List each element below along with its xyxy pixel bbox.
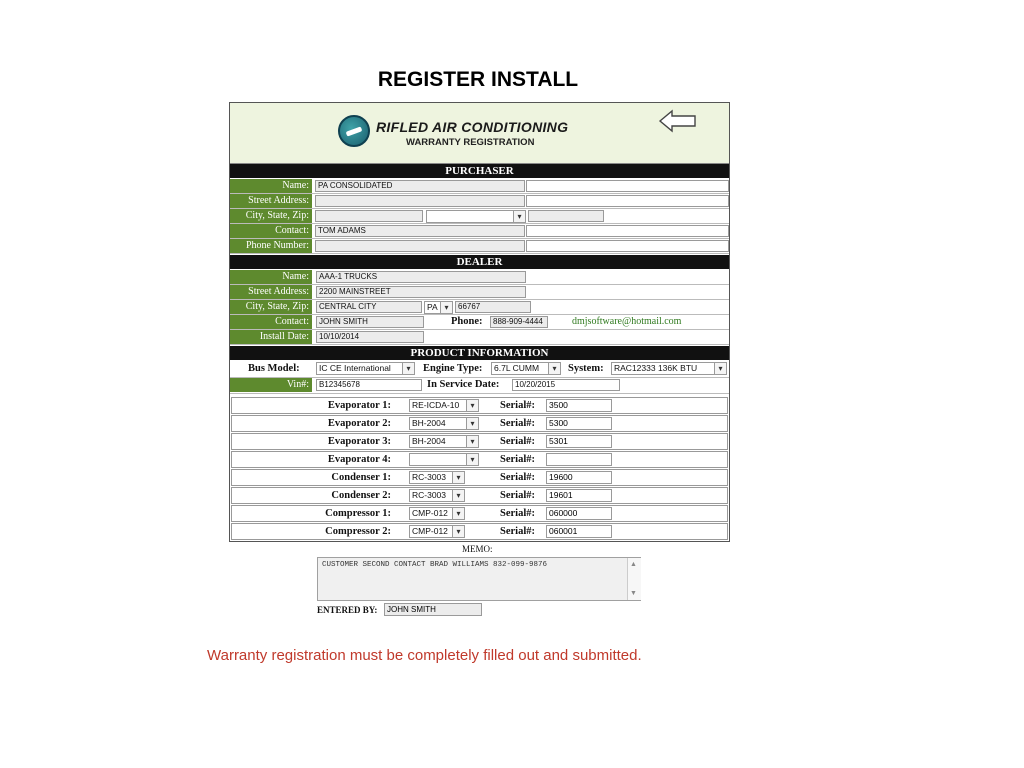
part-model-select[interactable] bbox=[409, 417, 479, 430]
engine-type-select[interactable] bbox=[491, 362, 561, 375]
engine-type-label: Engine Type: bbox=[423, 363, 483, 374]
chevron-down-icon: ▾ bbox=[452, 508, 464, 519]
system-label: System: bbox=[568, 363, 604, 374]
entered-by-label: ENTERED BY: bbox=[317, 605, 378, 615]
chevron-down-icon: ▾ bbox=[466, 454, 478, 465]
dealer-street-input[interactable]: 2200 MAINSTREET bbox=[316, 286, 526, 298]
dealer-city-input[interactable]: CENTRAL CITY bbox=[316, 301, 422, 313]
purchaser-name-row bbox=[230, 179, 729, 194]
purchaser-street-input[interactable] bbox=[315, 195, 525, 207]
part-row bbox=[231, 487, 728, 504]
part-row bbox=[231, 451, 728, 468]
dealer-city-label: City, State, Zip: bbox=[230, 300, 312, 314]
serial-input[interactable]: 060000 bbox=[546, 507, 612, 520]
part-model-select[interactable] bbox=[409, 471, 465, 484]
purchaser-phone-label: Phone Number: bbox=[230, 239, 312, 253]
chevron-down-icon: ▾ bbox=[466, 436, 478, 447]
chevron-down-icon: ▾ bbox=[548, 363, 560, 374]
chevron-down-icon: ▾ bbox=[466, 418, 478, 429]
purchaser-section-title: PURCHASER bbox=[230, 164, 729, 178]
dealer-name-label: Name: bbox=[230, 270, 312, 284]
part-model-value: RC-3003 bbox=[412, 472, 447, 482]
purchaser-street-row bbox=[230, 194, 729, 209]
part-model-value: CMP-012 bbox=[412, 508, 448, 518]
part-row bbox=[231, 433, 728, 450]
vin-label: Vin#: bbox=[230, 378, 312, 392]
part-label: Evaporator 1: bbox=[327, 400, 391, 411]
purchaser-contact-input[interactable]: TOM ADAMS bbox=[315, 225, 525, 237]
memo-label: MEMO: bbox=[462, 544, 493, 554]
purchaser-name-label: Name: bbox=[230, 179, 312, 193]
part-row bbox=[231, 523, 728, 540]
chevron-down-icon: ▾ bbox=[402, 363, 414, 374]
dealer-name-input[interactable]: AAA-1 TRUCKS bbox=[316, 271, 526, 283]
bus-model-select[interactable] bbox=[316, 362, 415, 375]
part-model-select[interactable] bbox=[409, 399, 479, 412]
part-row bbox=[231, 469, 728, 486]
dealer-install-input[interactable]: 10/10/2014 bbox=[316, 331, 424, 343]
chevron-down-icon: ▾ bbox=[452, 526, 464, 537]
purchaser-contact-extra bbox=[526, 225, 729, 237]
part-label: Evaporator 4: bbox=[327, 454, 391, 465]
purchaser-city-input[interactable] bbox=[315, 210, 423, 222]
purchaser-contact-row bbox=[230, 224, 729, 239]
form-header bbox=[230, 103, 729, 164]
form-subtitle: WARRANTY REGISTRATION bbox=[406, 137, 535, 148]
dealer-install-label: Install Date: bbox=[230, 330, 312, 344]
serial-label: Serial#: bbox=[500, 472, 535, 483]
purchaser-phone-row bbox=[230, 239, 729, 254]
in-service-date-input[interactable]: 10/20/2015 bbox=[512, 379, 620, 391]
dealer-zip-input[interactable]: 66767 bbox=[455, 301, 531, 313]
chevron-down-icon: ▾ bbox=[452, 490, 464, 501]
company-logo-icon bbox=[338, 115, 370, 147]
entered-by-input[interactable]: JOHN SMITH bbox=[384, 603, 482, 616]
serial-input[interactable]: 060001 bbox=[546, 525, 612, 538]
serial-label: Serial#: bbox=[500, 454, 535, 465]
dealer-email-link[interactable]: dmjsoftware@hotmail.com bbox=[572, 316, 682, 327]
part-model-select[interactable] bbox=[409, 489, 465, 502]
product-model-row bbox=[230, 361, 729, 378]
purchaser-phone-input[interactable] bbox=[315, 240, 525, 252]
chevron-down-icon: ▾ bbox=[452, 472, 464, 483]
part-label: Evaporator 2: bbox=[327, 418, 391, 429]
serial-label: Serial#: bbox=[500, 418, 535, 429]
chevron-down-icon: ▾ bbox=[513, 211, 525, 222]
purchaser-zip-input[interactable] bbox=[528, 210, 604, 222]
part-label: Condenser 2: bbox=[331, 490, 391, 501]
serial-label: Serial#: bbox=[500, 436, 535, 447]
dealer-section-title: DEALER bbox=[230, 255, 729, 269]
memo-text: CUSTOMER SECOND CONTACT BRAD WILLIAMS 832-099-9876 bbox=[322, 561, 548, 569]
system-value: RAC12333 136K BTU bbox=[614, 363, 698, 373]
in-service-date-label: In Service Date: bbox=[427, 379, 500, 390]
system-select[interactable] bbox=[611, 362, 727, 375]
purchaser-name-input[interactable]: PA CONSOLIDATED bbox=[315, 180, 525, 192]
serial-input[interactable]: 19600 bbox=[546, 471, 612, 484]
dealer-contact-row bbox=[230, 315, 729, 330]
dealer-contact-input[interactable]: JOHN SMITH bbox=[316, 316, 424, 328]
part-model-value: RE-ICDA-10 bbox=[412, 400, 460, 410]
purchaser-street-label: Street Address: bbox=[230, 194, 312, 208]
part-model-select[interactable] bbox=[409, 453, 479, 466]
serial-label: Serial#: bbox=[500, 526, 535, 537]
bus-model-label: Bus Model: bbox=[248, 363, 300, 374]
dealer-state-select[interactable] bbox=[424, 301, 453, 314]
dealer-street-row bbox=[230, 285, 729, 300]
part-model-select[interactable] bbox=[409, 525, 465, 538]
purchaser-street-extra bbox=[526, 195, 729, 207]
chevron-down-icon: ▾ bbox=[440, 302, 452, 313]
part-model-value: CMP-012 bbox=[412, 526, 448, 536]
serial-input[interactable]: 19601 bbox=[546, 489, 612, 502]
slide-title: REGISTER INSTALL bbox=[377, 68, 579, 91]
dealer-phone-input[interactable]: 888-909-4444 bbox=[490, 316, 548, 328]
part-model-value: BH-2004 bbox=[412, 418, 446, 428]
engine-type-value: 6.7L CUMM bbox=[494, 363, 540, 373]
memo-textarea[interactable] bbox=[317, 557, 641, 601]
part-model-select[interactable] bbox=[409, 507, 465, 520]
purchaser-state-select[interactable] bbox=[426, 210, 526, 223]
serial-label: Serial#: bbox=[500, 490, 535, 501]
product-section-title: PRODUCT INFORMATION bbox=[230, 346, 729, 360]
purchaser-contact-label: Contact: bbox=[230, 224, 312, 238]
vin-input[interactable]: B12345678 bbox=[316, 379, 422, 391]
dealer-contact-label: Contact: bbox=[230, 315, 312, 329]
scroll-down-icon[interactable]: ▼ bbox=[630, 590, 637, 597]
part-row bbox=[231, 415, 728, 432]
bus-model-value: IC CE International bbox=[319, 363, 391, 373]
product-vin-row bbox=[230, 378, 729, 394]
warranty-form bbox=[229, 102, 730, 542]
dealer-street-label: Street Address: bbox=[230, 285, 312, 299]
serial-label: Serial#: bbox=[500, 508, 535, 519]
part-label: Compressor 1: bbox=[325, 508, 391, 519]
dealer-name-row bbox=[230, 270, 729, 285]
part-label: Condenser 1: bbox=[331, 472, 391, 483]
serial-input[interactable]: 5300 bbox=[546, 417, 612, 430]
purchaser-name-extra bbox=[526, 180, 729, 192]
part-label: Compressor 2: bbox=[325, 526, 391, 537]
back-arrow-icon[interactable] bbox=[658, 108, 698, 134]
serial-label: Serial#: bbox=[500, 400, 535, 411]
serial-input[interactable]: 5301 bbox=[546, 435, 612, 448]
purchaser-city-label: City, State, Zip: bbox=[230, 209, 312, 223]
memo-scrollbar[interactable] bbox=[627, 558, 641, 600]
chevron-down-icon: ▾ bbox=[714, 363, 726, 374]
purchaser-phone-extra bbox=[526, 240, 729, 252]
chevron-down-icon: ▾ bbox=[466, 400, 478, 411]
part-row bbox=[231, 397, 728, 414]
brand-name: RIFLED AIR CONDITIONING bbox=[376, 119, 569, 135]
dealer-city-row bbox=[230, 300, 729, 315]
part-model-value: BH-2004 bbox=[412, 436, 446, 446]
scroll-up-icon[interactable]: ▲ bbox=[630, 561, 637, 568]
part-model-value: RC-3003 bbox=[412, 490, 447, 500]
part-label: Evaporator 3: bbox=[327, 436, 391, 447]
footer-note: Warranty registration must be completely filled out and submitted. bbox=[207, 647, 642, 664]
serial-input[interactable] bbox=[546, 453, 612, 466]
dealer-phone-label: Phone: bbox=[451, 316, 483, 327]
dealer-state-value: PA bbox=[427, 302, 438, 312]
purchaser-city-row bbox=[230, 209, 729, 224]
part-row bbox=[231, 505, 728, 522]
serial-input[interactable]: 3500 bbox=[546, 399, 612, 412]
dealer-install-row bbox=[230, 330, 729, 345]
part-model-select[interactable] bbox=[409, 435, 479, 448]
